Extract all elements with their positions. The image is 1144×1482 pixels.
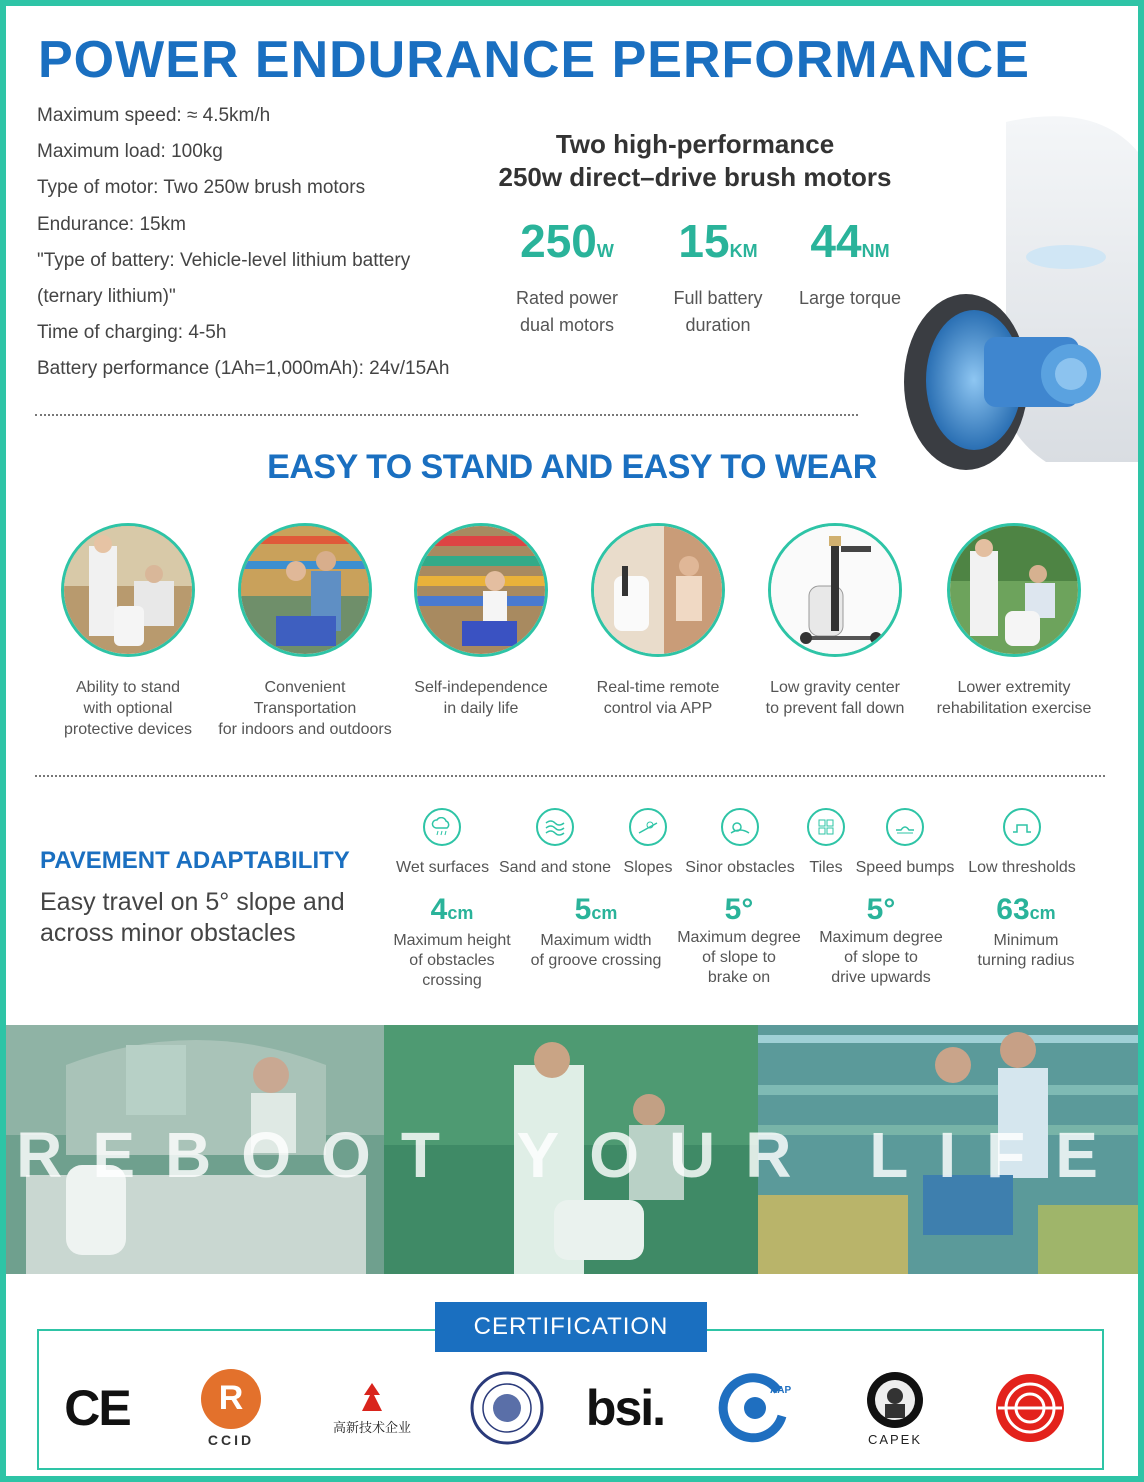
feature-label: protective devices [63, 721, 193, 738]
surface-label: Sinor obstacles [685, 859, 795, 876]
feature-label: with optional [83, 700, 173, 717]
metric-groove-width [521, 892, 671, 971]
feature-label: Ability to stand [75, 679, 181, 696]
ccid-text: CCID [207, 1431, 255, 1448]
metric-label: of slope to [844, 949, 918, 966]
feature-stand [38, 523, 218, 740]
capek-emblem [863, 1370, 927, 1430]
section-title: EASY TO STAND AND EASY TO WEAR [267, 448, 877, 486]
metric-label: Minimum [993, 932, 1059, 949]
metric-label: of groove crossing [530, 952, 662, 969]
spec-line: "Type of battery: Vehicle-level lithium battery [37, 249, 411, 271]
feature-remote [568, 523, 748, 719]
surface-label: Wet surfaces [396, 859, 490, 876]
speed-bump-icon [886, 808, 924, 846]
feature-photo [238, 523, 372, 657]
metric-label: drive upwards [831, 969, 931, 986]
metric-label: crossing [422, 972, 482, 989]
feature-label: in daily life [443, 700, 519, 717]
stat-label: Large torque [798, 288, 902, 308]
metric-value: 5 [574, 893, 592, 926]
stat-value: 15 [678, 215, 730, 267]
metric-label: turning radius [977, 952, 1075, 969]
gaoxin-emblem [352, 1381, 392, 1415]
feature-transport [215, 523, 395, 740]
stat-unit: W [596, 241, 614, 261]
ce-mark: CE [64, 1380, 130, 1436]
feature-label: Real-time remote [596, 679, 720, 696]
metric-unit: cm [1029, 903, 1056, 923]
metric-drive-slope [806, 892, 956, 988]
pavement-subtitle-line: Easy travel on 5° slope and [40, 888, 345, 916]
spec-line: Battery performance (1Ah=1,000mAh): 24v/15Ah [37, 358, 450, 380]
tiles-icon [807, 808, 845, 846]
surface-thresholds [966, 808, 1078, 877]
feature-label: Self-independence [414, 679, 548, 696]
surface-wet [396, 808, 488, 877]
stat-label: Full battery [673, 288, 763, 308]
surface-slopes [622, 808, 674, 877]
metric-unit: cm [447, 903, 474, 923]
threshold-icon [1003, 808, 1041, 846]
motor-heading-line: 250w direct–drive brush motors [498, 162, 892, 192]
feature-label: Lower extremity [957, 679, 1071, 696]
stat-label: duration [685, 315, 751, 335]
feature-label: to prevent fall down [765, 700, 905, 717]
stat-endurance [643, 215, 793, 339]
feature-photo [591, 523, 725, 657]
surface-speed-bumps [855, 808, 955, 877]
feature-gravity [745, 523, 925, 719]
surface-label: Low thresholds [968, 859, 1076, 876]
feature-label: for indoors and outdoors [218, 721, 392, 738]
cloud-rain-icon [423, 808, 461, 846]
spec-line: Maximum load: 100kg [37, 141, 223, 163]
bsi-logo [580, 1368, 670, 1448]
feature-label: Convenient Transportation [253, 679, 357, 717]
metric-value: 5° [724, 893, 754, 926]
motor-heading [440, 128, 950, 194]
obstacle-icon [721, 808, 759, 846]
sand-icon [536, 808, 574, 846]
page-title: POWER ENDURANCE PERFORMANCE [38, 31, 1030, 89]
seal-emblem [469, 1370, 545, 1446]
feature-rehab [924, 523, 1104, 719]
metric-value: 4 [430, 893, 448, 926]
gaoxin-text: 高新技术企业 [332, 1419, 411, 1435]
ce-logo [52, 1368, 142, 1448]
metric-turning-radius [951, 892, 1101, 971]
metric-label: Maximum height [393, 932, 511, 949]
spec-line: Type of motor: Two 250w brush motors [37, 177, 366, 199]
gaoxin-logo [320, 1368, 424, 1448]
metric-label: brake on [707, 969, 771, 986]
bsi-mark: bsi. [585, 1380, 665, 1436]
stat-unit: KM [729, 241, 758, 261]
slope-icon [629, 808, 667, 846]
spec-line: Endurance: 15km [37, 213, 186, 235]
inspection-seal-logo [462, 1368, 552, 1448]
metric-label: Maximum degree [677, 929, 801, 946]
aap-emblem [718, 1371, 792, 1445]
metric-label: Maximum width [540, 932, 652, 949]
red-dot-emblem [994, 1372, 1066, 1444]
spec-line: Time of charging: 4-5h [37, 322, 227, 344]
capek-logo [850, 1368, 940, 1448]
pavement-title: PAVEMENT ADAPTABILITY [40, 847, 350, 874]
stat-label: dual motors [519, 315, 615, 335]
stat-value: 44 [810, 215, 862, 267]
feature-photo [414, 523, 548, 657]
metric-label: of obstacles [409, 952, 495, 969]
spec-line: (ternary lithium)" [37, 286, 176, 308]
surface-label: Speed bumps [855, 859, 955, 876]
feature-independence [391, 523, 571, 719]
motor-wheel-image [896, 112, 1138, 472]
surface-label: Tiles [809, 859, 843, 876]
divider [35, 414, 858, 416]
stat-unit: NM [861, 241, 890, 261]
feature-label: control via APP [603, 700, 713, 717]
feature-photo [768, 523, 902, 657]
metric-obstacle-height [377, 892, 527, 991]
certification-title: CERTIFICATION [435, 1302, 707, 1352]
metric-value: 5° [866, 893, 896, 926]
metric-brake-slope [664, 892, 814, 988]
pavement-subtitle-line: across minor obstacles [40, 919, 296, 947]
metric-unit: cm [591, 903, 618, 923]
capek-text: CAPEK [867, 1431, 923, 1447]
reboot-your-life-text: REBOOT YOUR LIFE [16, 1119, 1128, 1191]
feature-label: rehabilitation exercise [936, 700, 1092, 717]
aap-text: AAP [770, 1385, 792, 1396]
surface-sand [498, 808, 612, 877]
surface-label: Slopes [623, 859, 673, 876]
stat-power [492, 215, 642, 339]
aap-logo [710, 1368, 800, 1448]
red-dot-logo [985, 1368, 1075, 1448]
divider [35, 775, 1105, 777]
ccid-logo [186, 1368, 276, 1448]
surface-tiles [805, 808, 847, 877]
surface-obstacles [685, 808, 795, 877]
feature-label: Low gravity center [770, 679, 900, 696]
feature-photo [947, 523, 1081, 657]
metric-value: 63 [996, 893, 1030, 926]
metric-label: Maximum degree [819, 929, 943, 946]
metric-label: of slope to [702, 949, 776, 966]
surface-label: Sand and stone [498, 859, 612, 876]
ccid-emblem: R [201, 1369, 261, 1429]
stat-label: Rated power [515, 288, 619, 308]
motor-heading-line: Two high-performance [555, 129, 835, 159]
spec-line: Maximum speed: ≈ 4.5km/h [37, 105, 271, 126]
stat-value: 250 [520, 215, 597, 267]
feature-photo [61, 523, 195, 657]
spec-list [37, 98, 507, 388]
pavement-subtitle [40, 887, 370, 949]
